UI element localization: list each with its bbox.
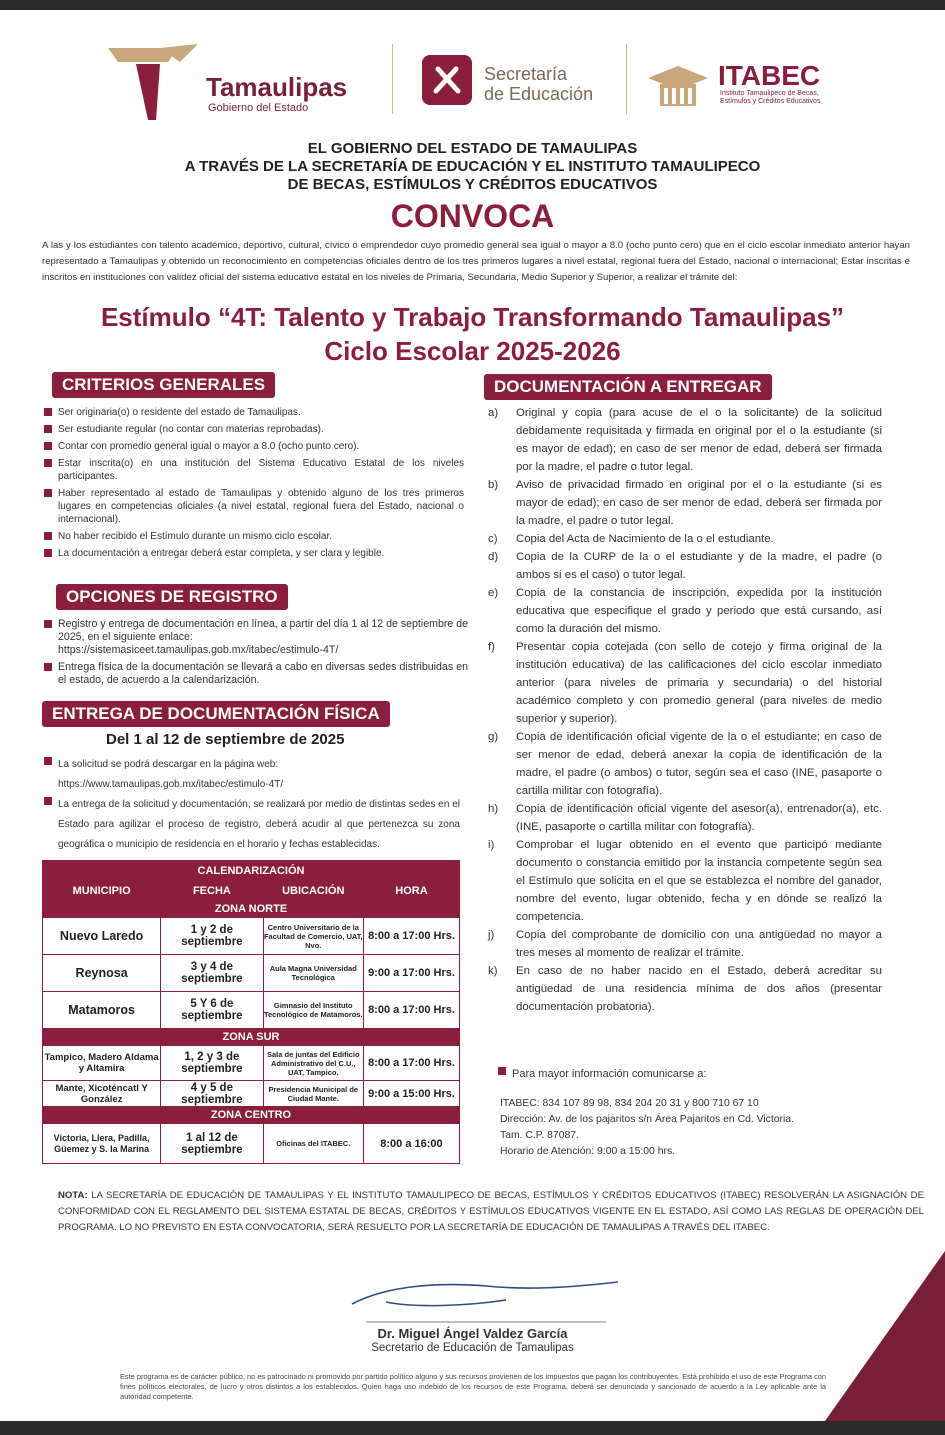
cell-municipio: Tampico, Madero Aldama y Altamira <box>43 1046 161 1081</box>
item-letter: d) <box>488 551 499 563</box>
table-row <box>43 992 460 1029</box>
logo-divider <box>392 44 393 114</box>
item-letter: i) <box>488 839 495 851</box>
cell-hora: 8:00 a 16:00 <box>363 1124 459 1164</box>
list-item <box>488 404 882 476</box>
zone-header: ZONA SUR <box>43 1029 460 1046</box>
itabec-logo-name: ITABEC <box>718 60 821 91</box>
entrega-dates: Del 1 al 12 de septiembre de 2025 <box>106 731 345 748</box>
opciones-heading: OPCIONES DE REGISTRO <box>56 584 288 610</box>
cell-hora: 8:00 a 17:00 Hrs. <box>363 992 459 1029</box>
sep-logo-line2: de Educación <box>484 84 594 104</box>
item-letter: k) <box>488 965 498 977</box>
cell-ubicacion: Presidencia Municipal de Ciudad Mante. <box>263 1081 363 1107</box>
decorative-corner <box>825 1251 945 1421</box>
list-item <box>488 800 882 836</box>
header-line-2: A TRAVÉS DE LA SECRETARÍA DE EDUCACIÓN Y EL INSTITUTO TAMAULIPECO <box>184 158 761 175</box>
tamaulipas-logo-subtitle: Gobierno del Estado <box>208 102 309 114</box>
cell-ubicacion: Gimnasio del Instituto Tecnológico de Matamoros. <box>263 992 363 1029</box>
item-text: Comprobar el lugar obtenido en el evento que participó mediante documento o constancia emitido por la instancia competente según sea el Estímulo que solicita en el que se establezca el nombre del ganador, nombre del evento, lugar obtenido, fecha y en dónde se realizó la competencia. <box>516 839 882 923</box>
sep-logo-text <box>484 64 593 104</box>
column-header: MUNICIPIO <box>43 881 161 901</box>
column-header: FECHA <box>161 881 263 901</box>
contact-info <box>500 1096 794 1160</box>
itabec-logo-subtitle: Instituto Tamaulipeco de Becas, Estímulos y Créditos Educativos <box>720 90 821 105</box>
calendar-title: CALENDARIZACIÓN <box>43 861 460 881</box>
list-item: Haber representado al estado de Tamaulipas y obtenido alguno de los tres primeros lugares en competencias oficiales (a nivel estatal, regional fuera del Estado, nacional o internacional). <box>44 487 464 526</box>
cell-fecha: 1, 2 y 3 de septiembre <box>161 1046 263 1081</box>
list-item <box>488 836 882 926</box>
program-title: Estímulo “4T: Talento y Trabajo Transformando Tamaulipas” <box>100 302 845 332</box>
list-item <box>44 618 468 657</box>
cell-fecha: 3 y 4 de septiembre <box>161 955 263 992</box>
cell-municipio: Mante, Xicoténcatl Y González <box>43 1081 161 1107</box>
cell-municipio: Matamoros <box>43 992 161 1029</box>
contact-address-2: Tam. C.P. 87087. <box>500 1130 579 1141</box>
header-line-3: DE BECAS, ESTÍMULOS Y CRÉDITOS EDUCATIVOS <box>287 176 658 193</box>
table-row <box>43 1046 460 1081</box>
contact-phones: ITABEC: 834 107 89 98, 834 204 20 31 y 800 710 67 10 <box>500 1098 759 1109</box>
item-text: Aviso de privacidad firmado en original por el o la estudiante (si es mayor de edad); en caso de ser menor de edad, deberá ser firmada por la madre, el padre o tutor legal. <box>516 479 882 527</box>
cell-hora: 8:00 a 17:00 Hrs. <box>363 918 459 955</box>
tamaulipas-logo-icon <box>108 42 198 122</box>
item-text: Presentar copia cotejada (con sello de cotejo y firma original de la institución educativa) de las calificaciones del ciclo escolar inmediato anterior (para niveles de primaria y secundaria) o del historial académico completo y con promedio general (para niveles de medio superior y superior). <box>516 641 882 725</box>
cell-hora: 9:00 a 17:00 Hrs. <box>363 955 459 992</box>
list-item: La entrega de la solicitud y documentación, se realizará por medio de distintas sedes en el Estado para agilizar el proceso de registro, deberá acudir al que pertenezca su zona geográfica o municipio de residencia en el horario y fechas establecidas. <box>44 795 460 855</box>
criterios-heading: CRITERIOS GENERALES <box>52 372 275 398</box>
item-text: Copia del Acta de Nacimiento de la o el estudiante. <box>516 533 774 545</box>
list-item: Entrega física de la documentación se llevará a cabo en diversas sedes distribuidas en el estado, de acuerdo a la calendarización. <box>44 661 468 687</box>
cell-fecha: 4 y 5 de septiembre <box>161 1081 263 1107</box>
item-letter: e) <box>488 587 499 599</box>
contact-heading: Para mayor información comunicarse a: <box>512 1068 707 1080</box>
nota-text: LA SECRETARÍA DE EDUCACIÓN DE TAMAULIPAS Y EL INSTITUTO TAMAULIPECO DE BECAS, ESTÍMULOS Y CRÉDITOS EDUCATIVOS (ITABEC) RESOLVERÁN LA ASIGNACIÓN DE CONFORMIDAD CON EL REGLAMENTO DEL SISTEMA ESTATAL DE BECAS, CRÉDITOS Y ESTÍMULOS EDUCATIVOS VIGENTE EN EL ESTADO, ASÍ COMO LAS REGLAS DE OPERACIÓN DEL PROGRAMA. LO NO PREVISTO EN ESTA CONVOCATORIA, SERÁ RESUELTO POR LA SECRETARÍA DE EDUCACIÓN DE TAMAULIPAS A TRAVÉS DEL ITABEC. <box>58 1190 924 1233</box>
entrega-heading: ENTREGA DE DOCUMENTACIÓN FÍSICA <box>42 701 390 727</box>
entrega-list <box>44 755 460 859</box>
documentacion-list <box>488 404 882 1016</box>
list-item <box>488 476 882 530</box>
signature-image <box>346 1278 626 1326</box>
item-text: Copia de la constancia de inscripción, expedida por la institución educativa que especifique el grado y periodo que está cursando, así como la duración del mismo. <box>516 587 882 635</box>
opciones-list <box>44 618 468 691</box>
opciones-item-1: Registro y entrega de documentación en línea, a partir del día 1 al 12 de septiembre de 2025, en el siguiente enlace: <box>58 618 468 643</box>
column-header: UBICACIÓN <box>263 881 363 901</box>
item-letter: j) <box>488 929 495 941</box>
cell-fecha: 5 Y 6 de septiembre <box>161 992 263 1029</box>
cell-ubicacion: Sala de juntas del Edificio Administrativo del C.U., UAT, Tampico. <box>263 1046 363 1081</box>
item-letter: c) <box>488 533 498 545</box>
item-letter: a) <box>488 407 499 419</box>
table-row <box>43 918 460 955</box>
cell-ubicacion: Centro Universitario de la Facultad de Comercio, UAT, Nvo. <box>263 918 363 955</box>
cell-fecha: 1 y 2 de septiembre <box>161 918 263 955</box>
list-item <box>488 728 882 800</box>
program-cycle: Ciclo Escolar 2025-2026 <box>324 336 621 366</box>
list-item: Ser originaria(o) o residente del estado de Tamaulipas. <box>44 406 464 419</box>
list-item <box>44 755 460 795</box>
list-item <box>488 926 882 962</box>
convoca-title: CONVOCA <box>390 198 555 234</box>
item-text: Copia de identificación oficial vigente del asesor(a), entrenador(a), etc. (INE, pasaporte o cartilla militar con fotografía). <box>516 803 882 833</box>
table-row <box>43 1081 460 1107</box>
bottom-border <box>0 1421 945 1435</box>
list-item <box>488 530 882 548</box>
cell-fecha: 1 al 12 de septiembre <box>161 1124 263 1164</box>
tamaulipas-logo-name: Tamaulipas <box>206 72 348 102</box>
item-text: Copia de la CURP de la o el estudiante y de la madre, el padre (o ambos si es el caso) o tutor legal. <box>516 551 882 581</box>
logo-divider <box>626 44 627 114</box>
item-letter: b) <box>488 479 499 491</box>
item-text: Copia del comprobante de domicilio con una antigüedad no mayor a tres meses al momento de realizar el trámite. <box>516 929 882 959</box>
item-letter: f) <box>488 641 495 653</box>
list-item <box>488 584 882 638</box>
cell-municipio: Victoria, Llera, Padilla, Güemez y S. la Marina <box>43 1124 161 1164</box>
sep-logo-line1: Secretaría <box>484 64 568 84</box>
list-item <box>488 962 882 1016</box>
item-text: Copia de identificación oficial vigente de la o el estudiante; en caso de ser menor de edad, deberá anexar la copia de identificación de la madre, el padre (o ambos) o tutor, según sea el caso (INE, pasaporte o cartilla militar con fotografía). <box>516 731 882 797</box>
cell-municipio: Reynosa <box>43 955 161 992</box>
signatory-role: Secretario de Educación de Tamaulipas <box>371 1342 574 1354</box>
criterios-list <box>44 406 464 564</box>
signatory-name: Dr. Miguel Ángel Valdez García <box>377 1326 568 1341</box>
item-text: Original y copia (para acuse de el o la solicitante) de la solicitud debidamente requisitada y firmada en original por el o la estudiante (si es mayor de edad); en caso de ser menor de edad, deberá ser firmada por la madre, el padre o tutor legal. <box>516 407 882 473</box>
nota-paragraph <box>58 1188 924 1236</box>
list-item: La documentación a entregar deberá estar completa, y ser clara y legible. <box>44 547 464 560</box>
cell-ubicacion: Oficinas del ITABEC. <box>263 1124 363 1164</box>
table-row <box>43 955 460 992</box>
item-letter: h) <box>488 803 499 815</box>
graduation-cap-icon <box>646 62 710 110</box>
bullet-icon <box>498 1067 506 1075</box>
header-line-1: EL GOBIERNO DEL ESTADO DE TAMAULIPAS <box>307 140 638 157</box>
list-item: Contar con promedio general igual o mayor a 8.0 (ocho punto cero). <box>44 440 464 453</box>
column-header: HORA <box>363 881 459 901</box>
cell-ubicacion: Aula Magna Universidad Tecnológica <box>263 955 363 992</box>
list-item: Ser estudiante regular (no contar con materias reprobadas). <box>44 423 464 436</box>
top-border <box>0 0 945 10</box>
download-link[interactable]: https://www.tamaulipas.gob.mx/itabec/estimulo-4T/ <box>58 779 284 790</box>
documentacion-heading: DOCUMENTACIÓN A ENTREGAR <box>484 374 772 400</box>
registration-link[interactable]: https://sistemasiceet.tamaulipas.gob.mx/itabec/estimulo-4T/ <box>58 644 339 656</box>
zone-header: ZONA CENTRO <box>43 1107 460 1124</box>
contact-address-1: Dirección: Av. de los pajaritos s/n Área Pajaritos en Cd. Victoria. <box>500 1114 794 1125</box>
list-item <box>488 638 882 728</box>
sep-logo-icon <box>422 55 472 105</box>
calendar-table <box>42 860 460 1164</box>
nota-label: NOTA: <box>58 1190 88 1201</box>
list-item: No haber recibido el Estímulo durante un mismo ciclo escolar. <box>44 530 464 543</box>
list-item <box>488 548 882 584</box>
entrega-item-1: La solicitud se podrá descargar en la página web: <box>58 759 279 770</box>
contact-hours: Horario de Atención: 9:00 a 15:00 hrs. <box>500 1146 676 1157</box>
table-row <box>43 1124 460 1164</box>
zone-header: ZONA NORTE <box>43 901 460 918</box>
cell-hora: 8:00 a 17:00 Hrs. <box>363 1046 459 1081</box>
intro-paragraph: A las y los estudiantes con talento académico, deportivo, cultural, cívico o emprendedor cuyo promedio general sea igual o mayor a 8.0 (ocho punto cero) que en el ciclo escolar inmediato anterior hayan representado a Tamaulipas y obtenido un reconocimiento en competencias oficiales dentro de los tres primeros lugares a nivel estatal, regional fuera del Estado, nacional o internacional; Estar inscritas e inscritos en instituciones con validez oficial del sistema educativo estatal en los niveles de Primaria, Secundaria, Medio Superior y Superior, a realizar el trámite del: <box>42 240 910 283</box>
legal-disclaimer: Este programa es de carácter público, no es patrocinado ni promovido por partido político alguno y sus recursos provienen de los impuestos que pagan los contribuyentes. Está prohibido el uso de este Programa con fines políticos electorales, de lucro y otros distintos a los establecidos. Quien haga uso indebido de los recursos de este Programa, deberá ser denunciado y sancionado de acuerdo a la Ley aplicable ante la autoridad competente. <box>120 1372 826 1401</box>
item-letter: g) <box>488 731 499 743</box>
item-text: En caso de no haber nacido en el Estado, deberá acreditar su antigüedad de una residencia mínima de dos años (presentar documentación probatoria). <box>516 965 882 1013</box>
cell-municipio: Nuevo Laredo <box>43 918 161 955</box>
cell-hora: 9:00 a 15:00 Hrs. <box>363 1081 459 1107</box>
list-item: Estar inscrita(o) en una institución del Sistema Educativo Estatal de los niveles participantes. <box>44 457 464 483</box>
